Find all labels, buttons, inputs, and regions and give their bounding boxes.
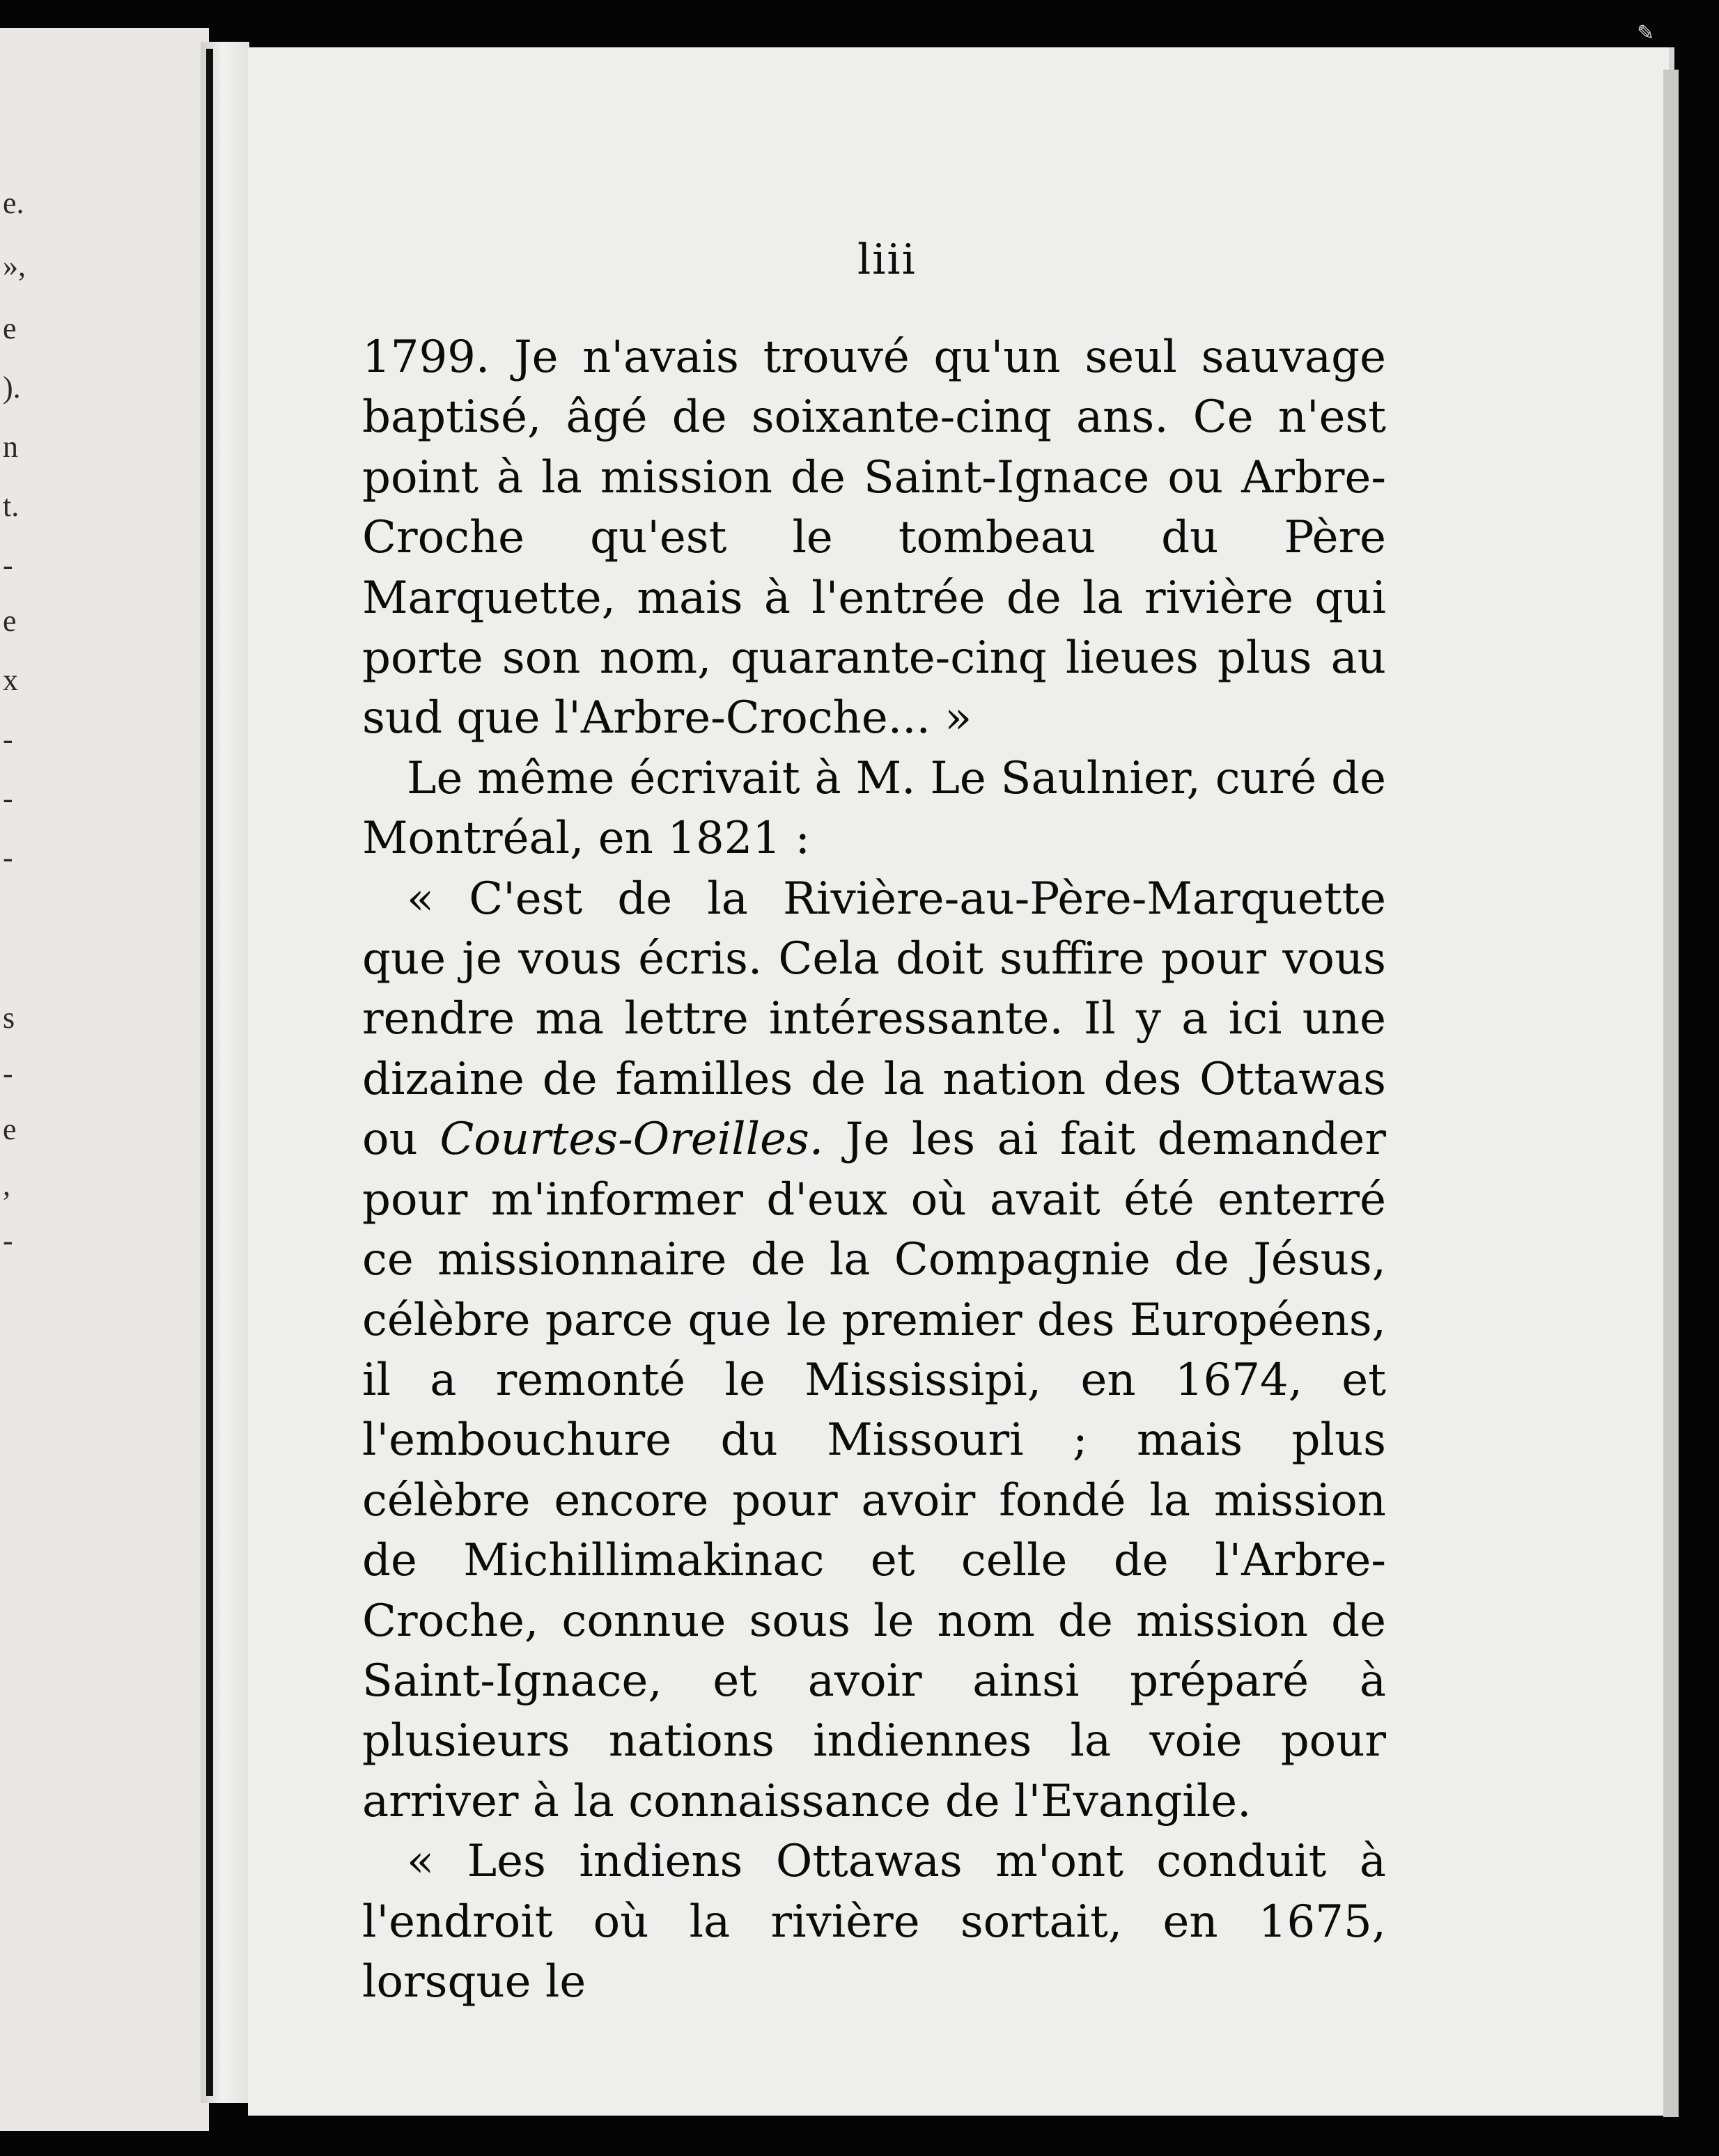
text-run: 1799. Je n'avais trouvé qu'un seul sauvage baptisé, âgé de soixante-cinq ans. Ce n'est point à la mission de Saint-Ignace ou Arbre-Croche qu'est le tombeau du Père Marquette, mais à l'entrée de la rivière qui porte son nom, quarante-cinq lieues plus au sud que l'Arbre-Croche... » [362, 331, 1386, 744]
text-run: « C'est de la Rivière-au-Père-Marquette que je vous écris. Cela doit suffire pour vous rendre ma lettre intéressante. Il y a ici une dizaine de familles de la nation des Ottawas ou [362, 873, 1386, 1166]
facing-page-fragment: , [3, 1168, 10, 1202]
facing-page-fragment: t. [3, 489, 20, 523]
facing-page-fragment: - [3, 781, 13, 815]
facing-page-fragment: », [3, 249, 26, 283]
facing-page-fragment: e. [3, 186, 24, 220]
scan-corner-mark-icon: ✎ [1637, 21, 1655, 45]
facing-page-fragment: - [3, 548, 13, 582]
binding-spine-line [206, 49, 213, 2096]
page-edge-shadow [1663, 70, 1679, 2117]
facing-page-fragment: e [3, 311, 17, 345]
facing-page-fragment: s [3, 1001, 15, 1035]
facing-page-fragment: e [3, 604, 17, 638]
facing-page-fragment: n [3, 430, 18, 464]
paragraph [362, 749, 1386, 869]
facing-page-fragment: - [3, 1224, 13, 1258]
page-number: liii [857, 235, 917, 284]
facing-page-fragment: - [3, 722, 13, 756]
facing-page-fragment: x [3, 663, 18, 697]
facing-page-fragments [0, 28, 209, 2131]
facing-page-left [0, 28, 209, 2131]
text-run: « Les indiens Ottawas m'ont conduit à l'endroit où la rivière sortait, en 1675, lorsque le [362, 1836, 1386, 2008]
italic-text: Courtes-Oreilles. [440, 1114, 824, 1166]
page-body-text [362, 327, 1386, 2012]
text-run: Le même écrivait à M. Le Saulnier, curé de Montréal, en 1821 : [362, 752, 1386, 865]
paragraph [362, 327, 1386, 749]
facing-page-fragment: - [3, 1056, 13, 1091]
facing-page-fragment: e [3, 1112, 17, 1146]
facing-page-fragment: - [3, 841, 13, 875]
paragraph [362, 869, 1386, 1832]
paragraph [362, 1831, 1386, 2012]
facing-page-fragment: ). [3, 370, 21, 405]
text-run: Je les ai fait demander pour m'informer d'eux où avait été enterré ce missionnaire de la Compagnie de Jésus, célèbre parce que le premier des Européens, il a remonté le Mississipi, en 1674, et l'embouchure du Missouri ; mais plus célèbre encore pour avoir fondé la mission de Michillimakinac et celle de l'Arbre-Croche, connue sous le nom de mission de Saint-Ignace, et avoir ainsi préparé à plusieurs nations indiennes la voie pour arriver à la connaissance de l'Evangile. [362, 1114, 1386, 1827]
